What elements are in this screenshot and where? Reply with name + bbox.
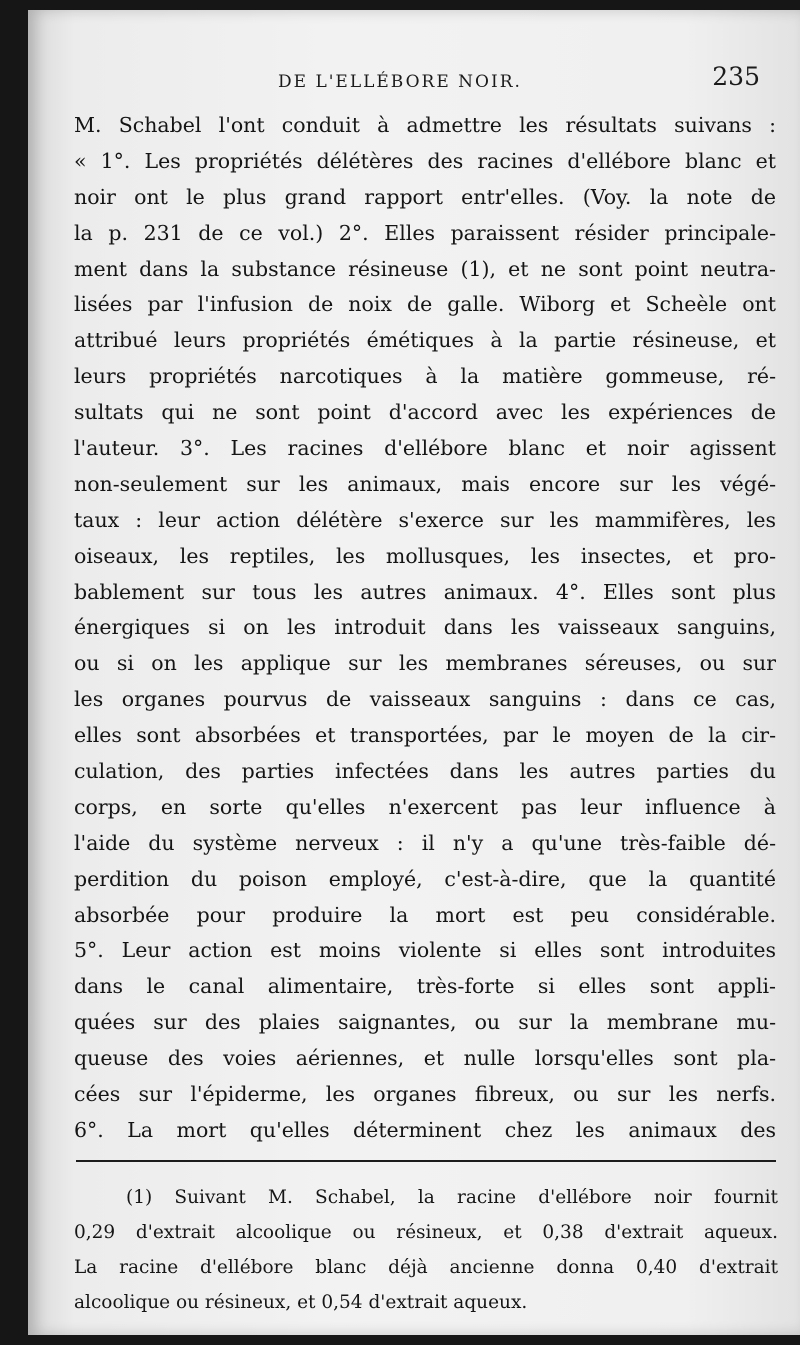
- body-line: « 1°. Les propriétés délétères des racines d'ellébore blanc et: [74, 148, 776, 173]
- body-line: cées sur l'épiderme, les organes fibreux, ou sur les nerfs.: [74, 1082, 776, 1107]
- body-line: taux : leur action délétère s'exerce sur les mammifères, les: [74, 507, 776, 532]
- body-line: absorbée pour produire la mort est peu considérable.: [74, 902, 776, 927]
- body-line: corps, en sorte qu'elles n'exercent pas leur influence à: [74, 794, 776, 819]
- body-line: la p. 231 de ce vol.) 2°. Elles paraissent résider principale-: [74, 220, 776, 245]
- footnote-line: La racine d'ellébore blanc déjà ancienne donna 0,40 d'extrait: [74, 1257, 778, 1278]
- page-header: [28, 62, 800, 102]
- body-line: ou si on les applique sur les membranes séreuses, ou sur: [74, 651, 776, 676]
- body-line: M. Schabel l'ont conduit à admettre les résultats suivans :: [74, 113, 776, 137]
- body-line: perdition du poison employé, c'est-à-dire, que la quantité: [74, 866, 776, 891]
- body-line: les organes pourvus de vaisseaux sanguins : dans ce cas,: [74, 687, 776, 712]
- body-line: queuse des voies aériennes, et nulle lorsqu'elles sont pla-: [74, 1046, 776, 1071]
- body-line: leurs propriétés narcotiques à la matière gommeuse, ré-: [74, 364, 776, 389]
- footnote: [74, 1180, 778, 1320]
- body-line: oiseaux, les reptiles, les mollusques, les insectes, et pro-: [74, 543, 776, 568]
- page-number: 235: [712, 62, 760, 91]
- footnote-line: (1) Suivant M. Schabel, la racine d'ellébore noir fournit: [126, 1187, 778, 1208]
- body-line: lisées par l'infusion de noix de galle. Wiborg et Scheèle ont: [74, 292, 776, 317]
- body-line: bablement sur tous les autres animaux. 4°. Elles sont plus: [74, 579, 776, 604]
- body-line: noir ont le plus grand rapport entr'elles. (Voy. la note de: [74, 184, 776, 209]
- body-line: l'auteur. 3°. Les racines d'ellébore blanc et noir agissent: [74, 436, 776, 461]
- body-line: l'aide du système nerveux : il n'y a qu'une très-faible dé-: [74, 830, 776, 855]
- body-line: ment dans la substance résineuse (1), et ne sont point neutra-: [74, 256, 776, 281]
- running-head: DE L'ELLÉBORE NOIR.: [278, 72, 522, 92]
- body-line: attribué leurs propriétés émétiques à la partie résineuse, et: [74, 328, 776, 353]
- body-line: 6°. La mort qu'elles déterminent chez les animaux des: [74, 1117, 776, 1142]
- body-line: culation, des parties infectées dans les autres parties du: [74, 759, 776, 784]
- book-page: [28, 10, 800, 1335]
- body-text: [74, 108, 776, 1149]
- body-line: sultats qui ne sont point d'accord avec les expériences de: [74, 400, 776, 425]
- body-line: non-seulement sur les animaux, mais encore sur les végé-: [74, 471, 776, 496]
- footnote-line: alcoolique ou résineux, et 0,54 d'extrait aqueux.: [74, 1292, 528, 1313]
- footnote-rule: [76, 1160, 776, 1162]
- body-line: énergiques si on les introduit dans les vaisseaux sanguins,: [74, 615, 776, 640]
- body-line: quées sur des plaies saignantes, ou sur la membrane mu-: [74, 1010, 776, 1035]
- body-line: dans le canal alimentaire, très-forte si elles sont appli-: [74, 974, 776, 999]
- footnote-line: 0,29 d'extrait alcoolique ou résineux, et 0,38 d'extrait aqueux.: [74, 1222, 778, 1243]
- body-line: elles sont absorbées et transportées, par le moyen de la cir-: [74, 723, 776, 748]
- body-line: 5°. Leur action est moins violente si elles sont introduites: [74, 938, 776, 963]
